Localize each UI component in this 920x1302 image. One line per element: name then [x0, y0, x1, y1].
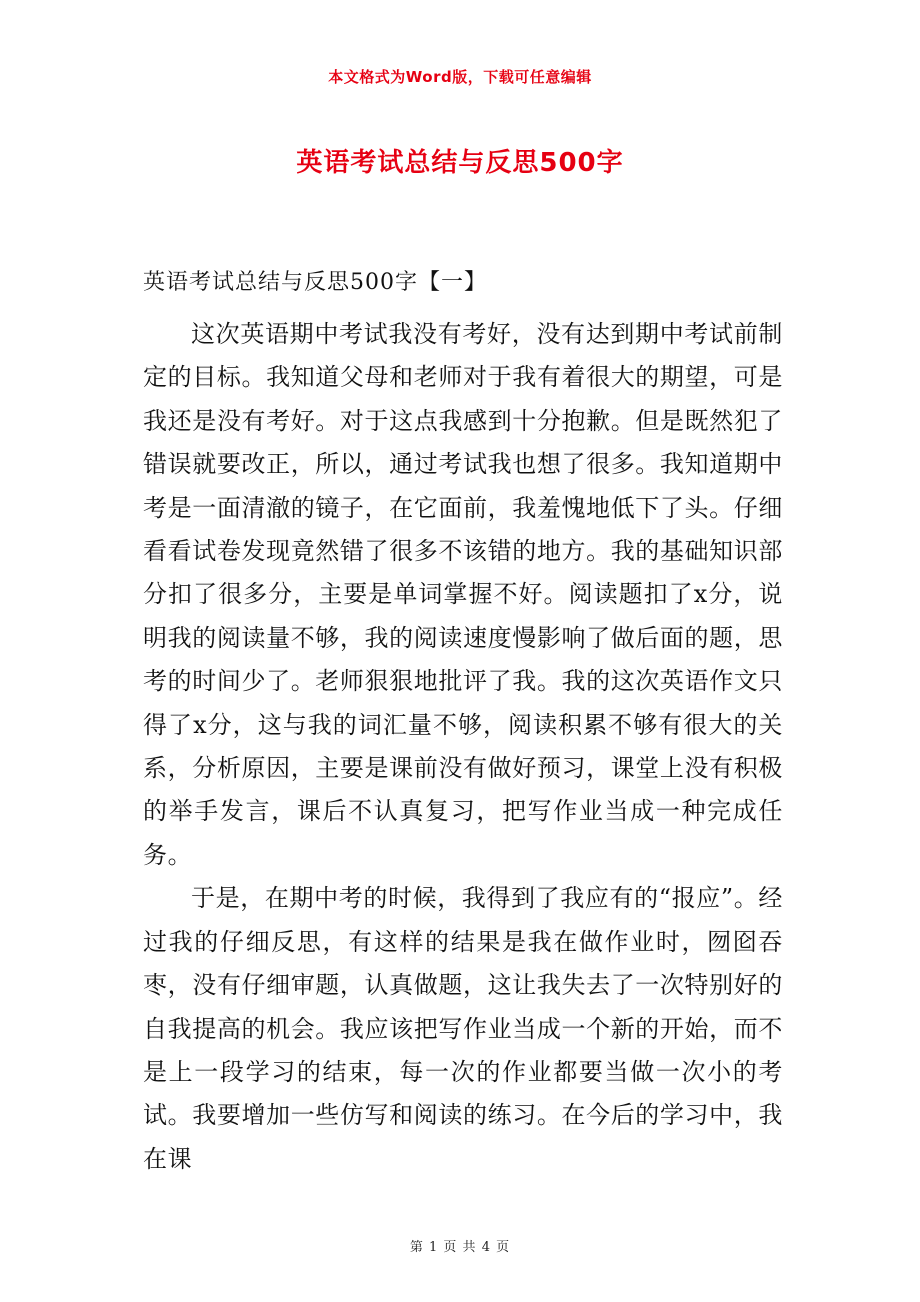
paragraph: 于是，在期中考的时候，我得到了我应有的“报应”。经过我的仔细反思，有这样的结果是我在做作业时，囫囵吞枣，没有仔细审题，认真做题，这让我失去了一次特别好的自我提高的机会。我应该把写作业当成一个新的开始，而不是上一段学习的结束，每一次的作业都要当做一次小的考试。我要增加一些仿写和阅读的练习。在今后的学习中，我在课 — [143, 884, 783, 1173]
paragraph: 这次英语期中考试我没有考好，没有达到期中考试前制定的目标。我知道父母和老师对于我有着很大的期望，可是我还是没有考好。对于这点我感到十分抱歉。但是既然犯了错误就要改正，所以，通过考试我也想了很多。我知道期中考是一面清澈的镜子，在它面前，我羞愧地低下了头。仔细看看试卷发现竟然错了很多不该错的地方。我的基础知识部分扣了很多分，主要是单词掌握不好。阅读题扣了x分，说明我的阅读量不够，我的阅读速度慢影响了做后面的题，思考的时间少了。老师狠狠地批评了我。我的这次英语作文只得了x分，这与我的词汇量不够，阅读积累不够有很大的关系，分析原因，主要是课前没有做好预习，课堂上没有积极的举手发言，课后不认真复习，把写作业当成一种完成任务。 — [143, 320, 783, 869]
page-footer: 第 1 页 共 4 页 — [409, 1240, 511, 1255]
document-title: 英语考试总结与反思500字 — [296, 148, 624, 178]
document-body — [143, 313, 783, 1181]
section-heading: 英语考试总结与反思500字【一】 — [143, 270, 487, 295]
format-notice: 本文格式为Word版，下载可任意编辑 — [328, 68, 592, 86]
